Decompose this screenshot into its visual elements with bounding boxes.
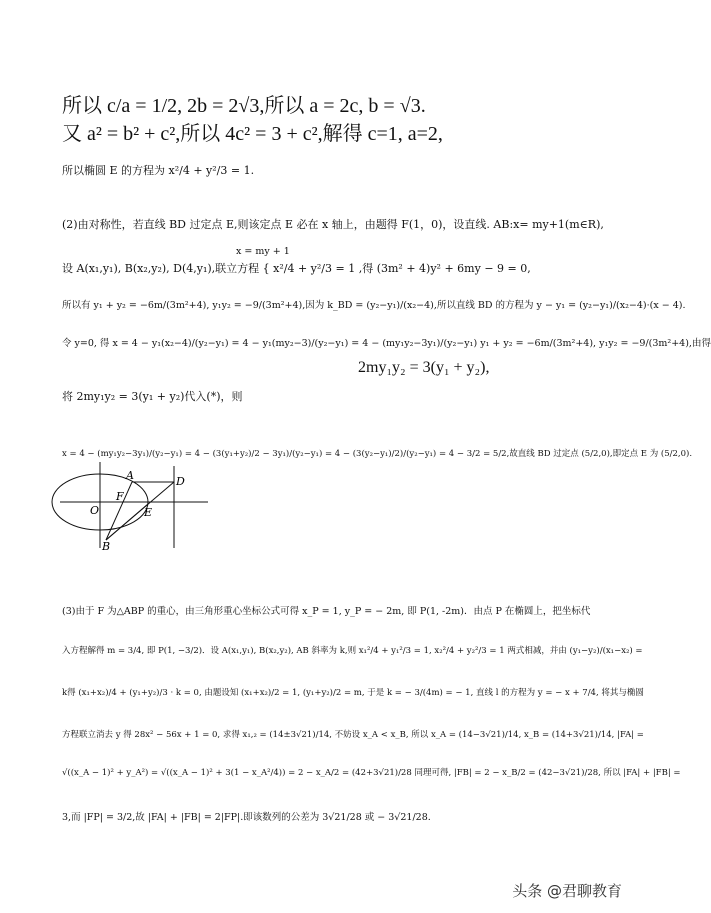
part2-let-y0: 令 y=0, 得 x = 4 − y₁(x₂−4)/(y₂−y₁) = 4 − y₁(my₂−3)/(y₂−y₁) = 4 − (my₁y₂−3y₁)/(y₂−y₁) y₁ + y₂ = −6m/(3m²+4), y₁y₂ = −9/(3m²+4),由得 bbox=[62, 338, 711, 349]
watermark-text: 头条 @君聊教育 bbox=[512, 882, 622, 900]
part2-vieta: 所以有 y₁ + y₂ = −6m/(3m²+4), y₁y₂ = −9/(3m²+4),因为 k_BD = (y₂−y₁)/(x₂−4),所以直线 BD 的方程为 y − y₁ = (y₂−y₁)/(x₂−4)·(x − 4). bbox=[62, 300, 686, 311]
label-O: O bbox=[90, 504, 100, 517]
label-F: F bbox=[116, 490, 124, 503]
part2-result: x = 4 − (my₁y₂−3y₁)/(y₂−y₁) = 4 − (3(y₁+y₂)/2 − 3y₁)/(y₂−y₁) = 4 − (3(y₂−y₁)/2)/(y₂−y₁) = 4 − 3/2 = 5/2,故直线 BD 过定点 (5/2,0),即定点 E 为 (5/2,0). bbox=[62, 449, 693, 459]
part2-setup: 设 A(x₁,y₁), B(x₂,y₂), D(4,y₁),联立方程 { x²/4 + y²/3 = 1 ,得 (3m² + 4)y² + 6my − 9 = 0, bbox=[62, 262, 531, 275]
part3-line6: 3,而 |FP| = 3/2,故 |FA| + |FB| = 2|FP|.即该数列的公差为 3√21/28 或 − 3√21/28. bbox=[62, 812, 431, 823]
part3-line2: 入方程解得 m = 3/4, 即 P(1, −3/2)．设 A(x₁,y₁), B(x₂,y₂), AB 斜率为 k,则 x₁²/4 + y₁²/3 = 1, x₂²/4 + y₂²/3 = 1 两式相减，并由 (y₁−y₂)/(x₁−x₂) = bbox=[62, 646, 643, 656]
part3-line4: 方程联立消去 y 得 28x² − 56x + 1 = 0, 求得 x₁,₂ = (14±3√21)/14, 不妨设 x_A < x_B, 所以 x_A = (14−3√21)/14, x_B = (14+3√21)/14, |FA| = bbox=[62, 730, 644, 740]
part1-line2: 又 a² = b² + c²,所以 4c² = 3 + c²,解得 c=1, a=2, bbox=[62, 123, 443, 145]
part2-substitute: 将 2my₁y₂ = 3(y₁ + y₂)代入(*)，则 bbox=[62, 390, 243, 403]
part3-line5: √((x_A − 1)² + y_A²) = √((x_A − 1)² + 3(1 − x_A²/4)) = 2 − x_A/2 = (42+3√21)/28 同理可得, |FB| = 2 − x_B/2 = (42−3√21)/28, 所以 |FA| + |FB| = bbox=[62, 768, 681, 778]
part2-relation: 2my₁y₂ = 3(y₁ + y₂), bbox=[358, 359, 490, 376]
label-D: D bbox=[176, 475, 185, 488]
label-E: E bbox=[144, 506, 153, 519]
segment-BE bbox=[106, 504, 148, 540]
part1-line1: 所以 c/a = 1/2, 2b = 2√3,所以 a = 2c, b = √3. bbox=[62, 95, 426, 117]
part1-ellipse-equation: 所以椭圆 E 的方程为 x²/4 + y²/3 = 1. bbox=[62, 164, 255, 177]
part2-intro: (2)由对称性，若直线 BD 过定点 E,则该定点 E 必在 x 轴上，由题得 F(1，0)，设直线. AB:x= my+1(m∈R), bbox=[62, 218, 604, 231]
part3-line3: k得 (x₁+x₂)/4 + (y₁+y₂)/3 · k = 0, 由题设知 (x₁+x₂)/2 = 1, (y₁+y₂)/2 = m, 于是 k = − 3/(4m) = − 1, 直线 l 的方程为 y = − x + 7/4, 将其与椭圆 bbox=[62, 688, 644, 698]
ellipse-figure bbox=[60, 462, 210, 553]
part2-system-top: x = my + 1 bbox=[236, 246, 290, 257]
label-A: A bbox=[126, 469, 134, 482]
part3-line1: (3)由于 F 为△ABP 的重心，由三角形重心坐标公式可得 x_P = 1, y_P = − 2m, 即 P(1, -2m)．由点 P 在椭圆上，把坐标代 bbox=[62, 606, 591, 617]
label-B: B bbox=[102, 540, 111, 553]
